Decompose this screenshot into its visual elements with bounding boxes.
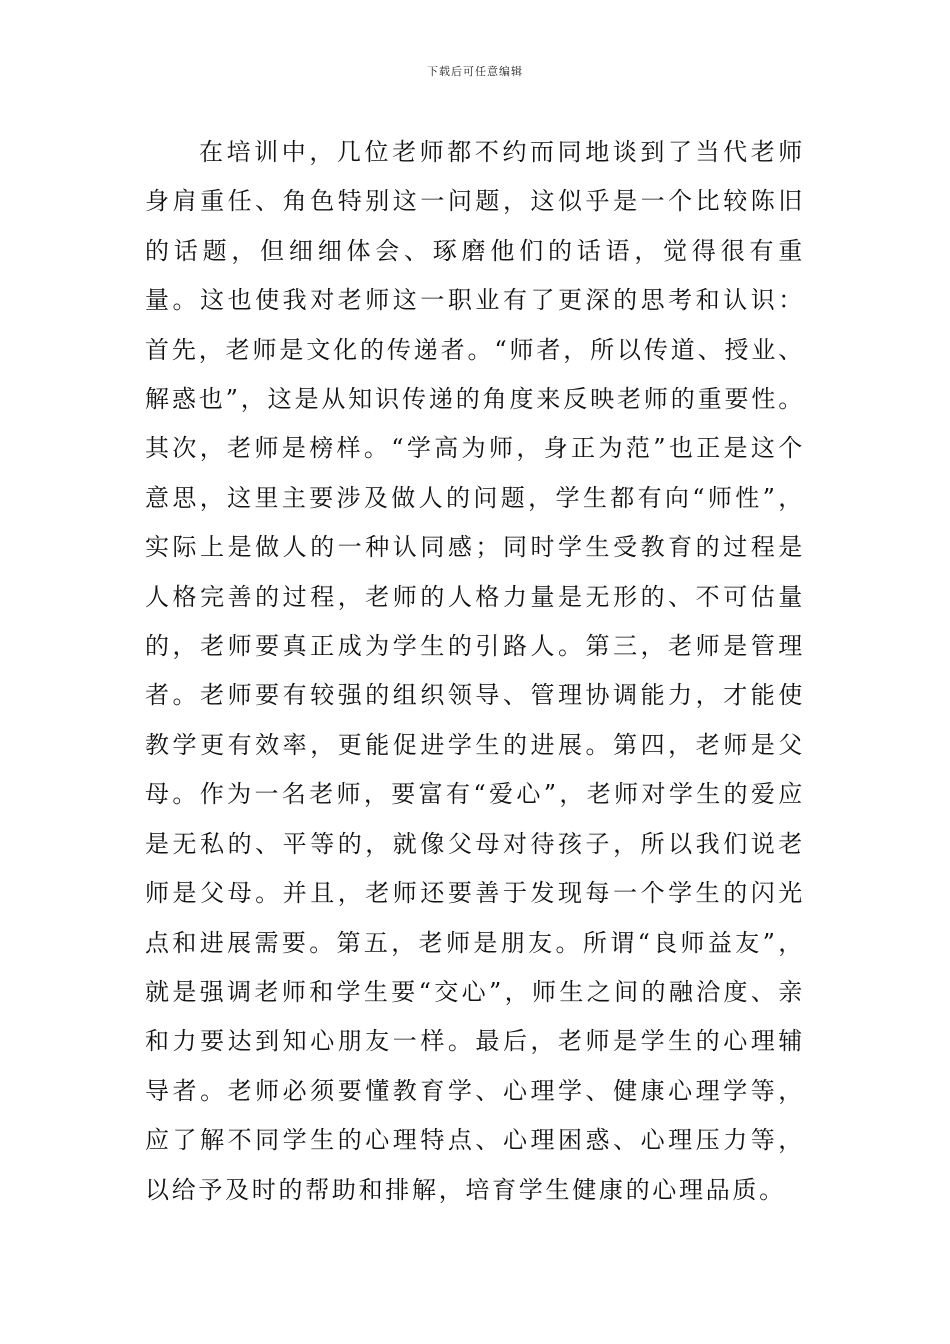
page-header: 下载后可任意编辑 (427, 65, 523, 78)
body-paragraph: 在培训中，几位老师都不约而同地谈到了当代老师身肩重任、角色特别这一问题，这似乎是一个比较陈旧的话题，但细细体会、琢磨他们的话语，觉得很有重量。这也使我对老师这一职业有了更深的思考和认识：首先，老师是文化的传递者。“师者，所以传道、授业、解惑也”，这是从知识传递的角度来反映老师的重要性。其次，老师是榜样。“学高为师，身正为范”也正是这个意思，这里主要涉及做人的问题，学生都有向“师性”，实际上是做人的一种认同感；同时学生受教育的过程是人格完善的过程，老师的人格力量是无形的、不可估量的，老师要真正成为学生的引路人。第三，老师是管理者。老师要有较强的组织领导、管理协调能力，才能使教学更有效率，更能促进学生的进展。第四，老师是父母。作为一名老师，要富有“爱心”，老师对学生的爱应是无私的、平等的，就像父母对待孩子，所以我们说老师是父母。并且，老师还要善于发现每一个学生的闪光点和进展需要。第五，老师是朋友。所谓“良师益友”，就是强调老师和学生要“交心”，师生之间的融洽度、亲和力要达到知心朋友一样。最后，老师是学生的心理辅导者。老师必须要懂教育学、心理学、健康心理学等，应了解不同学生的心理特点、心理困惑、心理压力等，以给予及时的帮助和排解，培育学生健康的心理品质。 (145, 138, 805, 1204)
